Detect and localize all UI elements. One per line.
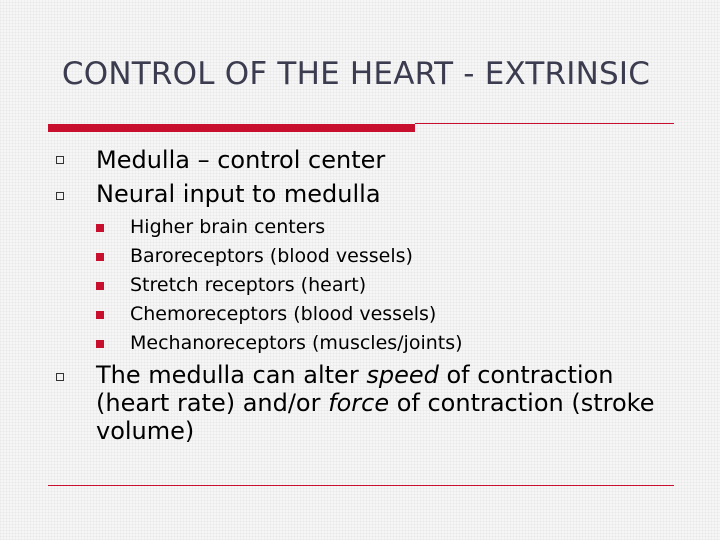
hollow-square-bullet-icon	[56, 192, 64, 200]
slide-title: CONTROL OF THE HEART - EXTRINSIC	[61, 56, 651, 92]
hollow-square-bullet-icon	[56, 373, 64, 381]
bullet-medulla-alter	[96, 361, 656, 445]
paragraph-text: of contraction (stroke volume)	[96, 389, 655, 445]
sub-bullet-stretch-receptors: Stretch receptors (heart)	[130, 274, 367, 296]
filled-square-bullet-icon	[96, 340, 104, 348]
sub-bullet-mechanoreceptors: Mechanoreceptors (muscles/joints)	[130, 332, 463, 354]
filled-square-bullet-icon	[96, 282, 104, 290]
paragraph-text: The medulla can alter	[96, 361, 367, 389]
bullet-neural-input: Neural input to medulla	[96, 180, 381, 208]
paragraph-italic-speed: speed	[366, 361, 439, 389]
filled-square-bullet-icon	[96, 224, 104, 232]
hollow-square-bullet-icon	[56, 156, 64, 164]
title-divider-line	[415, 123, 674, 124]
footer-divider-line	[48, 485, 674, 486]
filled-square-bullet-icon	[96, 253, 104, 261]
paragraph-text: of contraction (heart rate) and/or	[96, 361, 614, 417]
sub-bullet-higher-brain: Higher brain centers	[130, 216, 326, 238]
sub-bullet-chemoreceptors: Chemoreceptors (blood vessels)	[130, 303, 437, 325]
sub-bullet-baroreceptors: Baroreceptors (blood vessels)	[130, 245, 413, 267]
title-accent-bar	[48, 124, 415, 132]
bullet-medulla: Medulla – control center	[96, 146, 386, 174]
paragraph-italic-force: force	[328, 389, 390, 417]
filled-square-bullet-icon	[96, 311, 104, 319]
